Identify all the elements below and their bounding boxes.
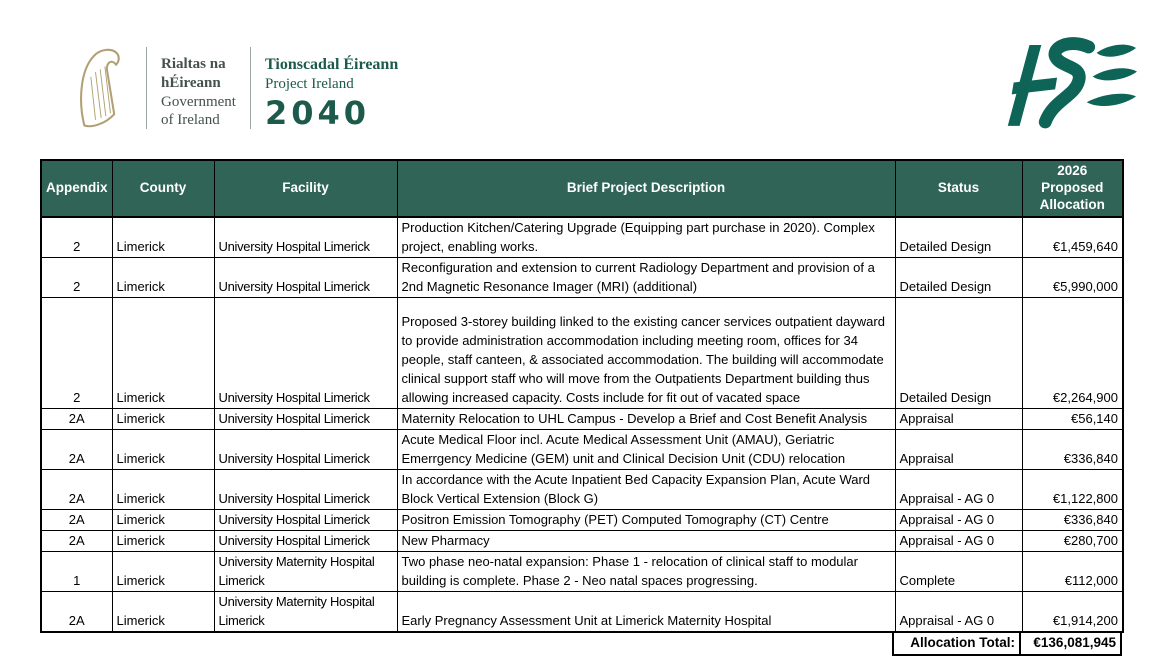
government-brand-block — [74, 44, 398, 132]
cell-description: Production Kitchen/Catering Upgrade (Equipping part purchase in 2020). Complex project, enabling works. — [397, 217, 895, 258]
cell-allocation: €1,122,800 — [1022, 469, 1123, 509]
allocation-table — [40, 159, 1124, 633]
cell-description: Reconfiguration and extension to current Radiology Department and provision of a 2nd Magnetic Resonance Imager (MRI) (additional) — [397, 257, 895, 297]
cell-appendix: 2A — [41, 408, 112, 429]
cell-description: Positron Emission Tomography (PET) Computed Tomography (CT) Centre — [397, 509, 895, 530]
cell-facility: University Hospital Limerick — [214, 297, 397, 408]
gov-line-english-1: Government — [161, 93, 236, 110]
cell-facility: University Hospital Limerick — [214, 429, 397, 469]
cell-county: Limerick — [112, 551, 214, 591]
cell-appendix: 1 — [41, 551, 112, 591]
table-row — [41, 530, 1123, 551]
cell-county: Limerick — [112, 469, 214, 509]
column-header-description: Brief Project Description — [397, 160, 895, 217]
cell-facility: University Maternity Hospital Limerick — [214, 591, 397, 632]
cell-appendix: 2A — [41, 509, 112, 530]
allocation-total-value: €136,081,945 — [1020, 632, 1121, 655]
cell-allocation: €56,140 — [1022, 408, 1123, 429]
government-of-ireland-wordmark — [161, 44, 236, 132]
cell-allocation: €1,459,640 — [1022, 217, 1123, 258]
cell-county: Limerick — [112, 429, 214, 469]
cell-status: Appraisal - AG 0 — [895, 530, 1022, 551]
cell-appendix: 2A — [41, 591, 112, 632]
allocation-total-row — [892, 631, 1122, 656]
column-header-facility: Facility — [214, 160, 397, 217]
cell-facility: University Hospital Limerick — [214, 408, 397, 429]
allocation-total-label: Allocation Total: — [893, 632, 1020, 655]
cell-description: New Pharmacy — [397, 530, 895, 551]
project-ireland-english: Project Ireland — [264, 75, 354, 92]
cell-status: Detailed Design — [895, 217, 1022, 258]
cell-facility: University Hospital Limerick — [214, 257, 397, 297]
gov-line-english-2: of Ireland — [161, 112, 220, 129]
cell-allocation: €2,264,900 — [1022, 297, 1123, 408]
cell-status: Appraisal — [895, 429, 1022, 469]
cell-status: Appraisal - AG 0 — [895, 469, 1022, 509]
cell-status: Detailed Design — [895, 297, 1022, 408]
table-header-row — [41, 160, 1123, 217]
project-ireland-irish: Tionscadal Éireann — [264, 56, 399, 73]
project-ireland-2040-wordmark — [265, 44, 398, 132]
cell-status: Appraisal - AG 0 — [895, 509, 1022, 530]
table-row — [41, 297, 1123, 408]
cell-county: Limerick — [112, 408, 214, 429]
table-row — [41, 257, 1123, 297]
cell-appendix: 2 — [41, 257, 112, 297]
cell-county: Limerick — [112, 530, 214, 551]
cell-description: Proposed 3-storey building linked to the existing cancer services outpatient dayward to provide administration accommodation including meeting room, offices for 34 people, staff canteen, & associated accommodation. The building will accommodate clinical support staff who will move from the Outpatients Department building thus allowing increased capacity. Costs include for fit out of vacated space — [397, 297, 895, 408]
cell-allocation: €112,000 — [1022, 551, 1123, 591]
table-row — [41, 429, 1123, 469]
gov-line-irish-2: hÉireann — [161, 74, 221, 91]
hse-logo — [990, 36, 1138, 132]
brand-divider-2 — [250, 47, 251, 129]
cell-status: Complete — [895, 551, 1022, 591]
table-row — [41, 217, 1123, 258]
cell-county: Limerick — [112, 217, 214, 258]
project-ireland-year: 2040 — [264, 93, 371, 132]
table-row — [41, 551, 1123, 591]
cell-county: Limerick — [112, 297, 214, 408]
cell-facility: University Hospital Limerick — [214, 530, 397, 551]
table-row — [41, 408, 1123, 429]
cell-status: Detailed Design — [895, 257, 1022, 297]
cell-description: In accordance with the Acute Inpatient Bed Capacity Expansion Plan, Acute Ward Block Vertical Extension (Block G) — [397, 469, 895, 509]
cell-description: Acute Medical Floor incl. Acute Medical Assessment Unit (AMAU), Geriatric Emerrgency Medicine (GEM) unit and Clinical Decision Unit (CDU) relocation — [397, 429, 895, 469]
column-header-allocation: 2026 Proposed Allocation — [1022, 160, 1123, 217]
table-row — [41, 509, 1123, 530]
cell-description: Two phase neo-natal expansion: Phase 1 - relocation of clinical staff to modular building is complete. Phase 2 - Neo natal spaces progressing. — [397, 551, 895, 591]
cell-appendix: 2A — [41, 469, 112, 509]
cell-facility: University Maternity Hospital Limerick — [214, 551, 397, 591]
cell-facility: University Hospital Limerick — [214, 509, 397, 530]
cell-county: Limerick — [112, 509, 214, 530]
cell-facility: University Hospital Limerick — [214, 217, 397, 258]
cell-allocation: €5,990,000 — [1022, 257, 1123, 297]
cell-appendix: 2 — [41, 217, 112, 258]
table-row — [41, 591, 1123, 632]
cell-allocation: €1,914,200 — [1022, 591, 1123, 632]
column-header-appendix: Appendix — [41, 160, 112, 217]
brand-divider — [146, 47, 147, 129]
cell-county: Limerick — [112, 257, 214, 297]
cell-allocation: €336,840 — [1022, 509, 1123, 530]
cell-description: Maternity Relocation to UHL Campus - Develop a Brief and Cost Benefit Analysis — [397, 408, 895, 429]
cell-appendix: 2A — [41, 530, 112, 551]
cell-appendix: 2 — [41, 297, 112, 408]
cell-status: Appraisal — [895, 408, 1022, 429]
table-row — [41, 469, 1123, 509]
cell-description: Early Pregnancy Assessment Unit at Limerick Maternity Hospital — [397, 591, 895, 632]
column-header-status: Status — [895, 160, 1022, 217]
cell-allocation: €336,840 — [1022, 429, 1123, 469]
cell-facility: University Hospital Limerick — [214, 469, 397, 509]
harp-icon — [74, 44, 132, 132]
cell-status: Appraisal - AG 0 — [895, 591, 1022, 632]
cell-county: Limerick — [112, 591, 214, 632]
cell-appendix: 2A — [41, 429, 112, 469]
column-header-county: County — [112, 160, 214, 217]
allocation-table-wrapper — [40, 159, 1122, 656]
cell-allocation: €280,700 — [1022, 530, 1123, 551]
gov-line-irish-1: Rialtas na — [161, 56, 226, 72]
